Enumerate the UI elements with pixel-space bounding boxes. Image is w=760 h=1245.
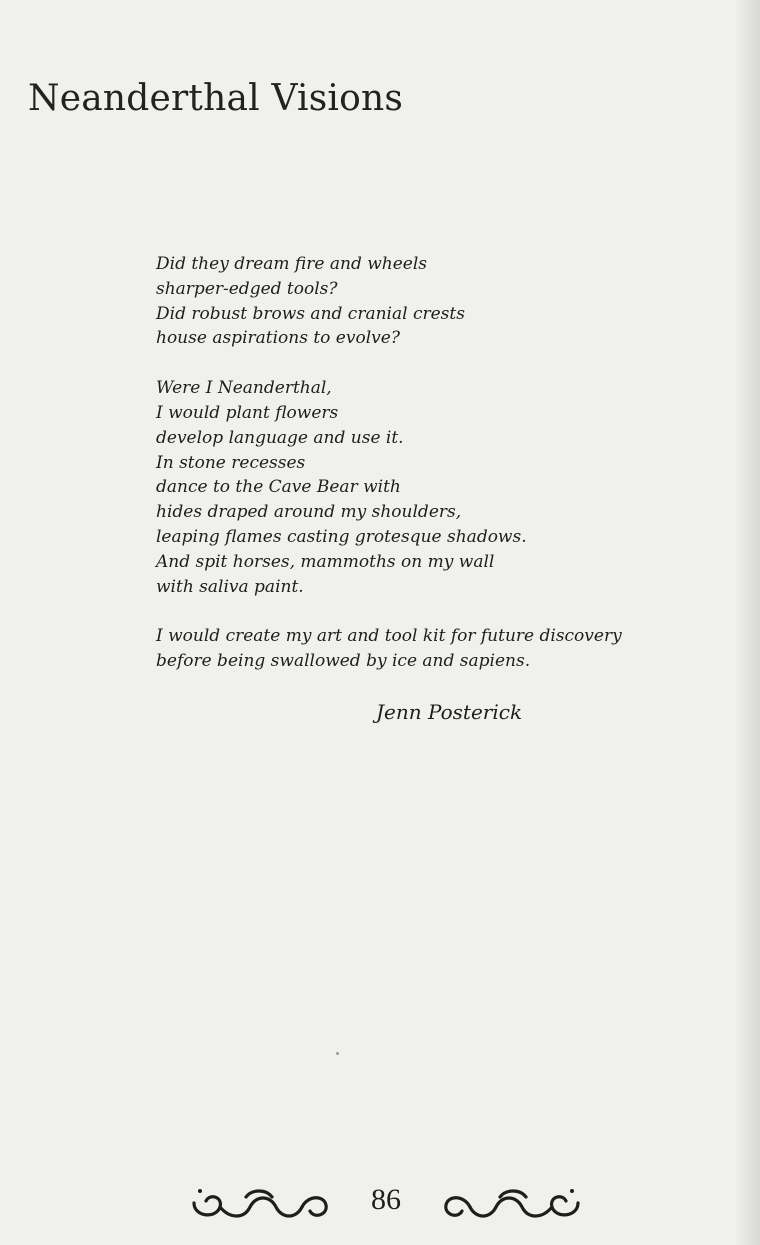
page-number: 86 [371,1183,401,1216]
poem-line: I would plant flowers [156,402,339,423]
poem-line: house aspirations to evolve? [156,328,400,349]
poem-line: develop language and use it. [156,427,404,448]
scroll-flourish-icon [186,1183,334,1227]
stanza [156,624,746,674]
poem-line: Were I Neanderthal, [156,378,332,399]
poem-line: I would create my art and tool kit for future discovery [156,626,622,647]
stanza [156,252,746,351]
poem-line: with saliva paint. [156,576,304,597]
poem-line: before being swallowed by ice and sapiens. [156,651,531,672]
page-footer [0,1175,760,1231]
poem-line: Did they dream fire and wheels [156,254,428,274]
poem-line: leaping flames casting grotesque shadows. [156,526,527,547]
author-name: Jenn Posterick [376,700,523,724]
poem-line: In stone recesses [156,452,306,473]
poem-title: Neanderthal Visions [28,78,404,119]
poem-line: hides draped around my shoulders, [156,502,462,523]
poem-line: And spit horses, mammoths on my wall [156,551,495,572]
poem-body [156,252,746,699]
paper-speck [336,1052,339,1055]
poem-line: dance to the Cave Bear with [156,477,401,498]
poem-line: Did robust brows and cranial crests [156,303,465,324]
stanza [156,376,746,599]
poem-line: sharper-edged tools? [156,278,338,299]
scroll-flourish-icon [438,1183,586,1227]
